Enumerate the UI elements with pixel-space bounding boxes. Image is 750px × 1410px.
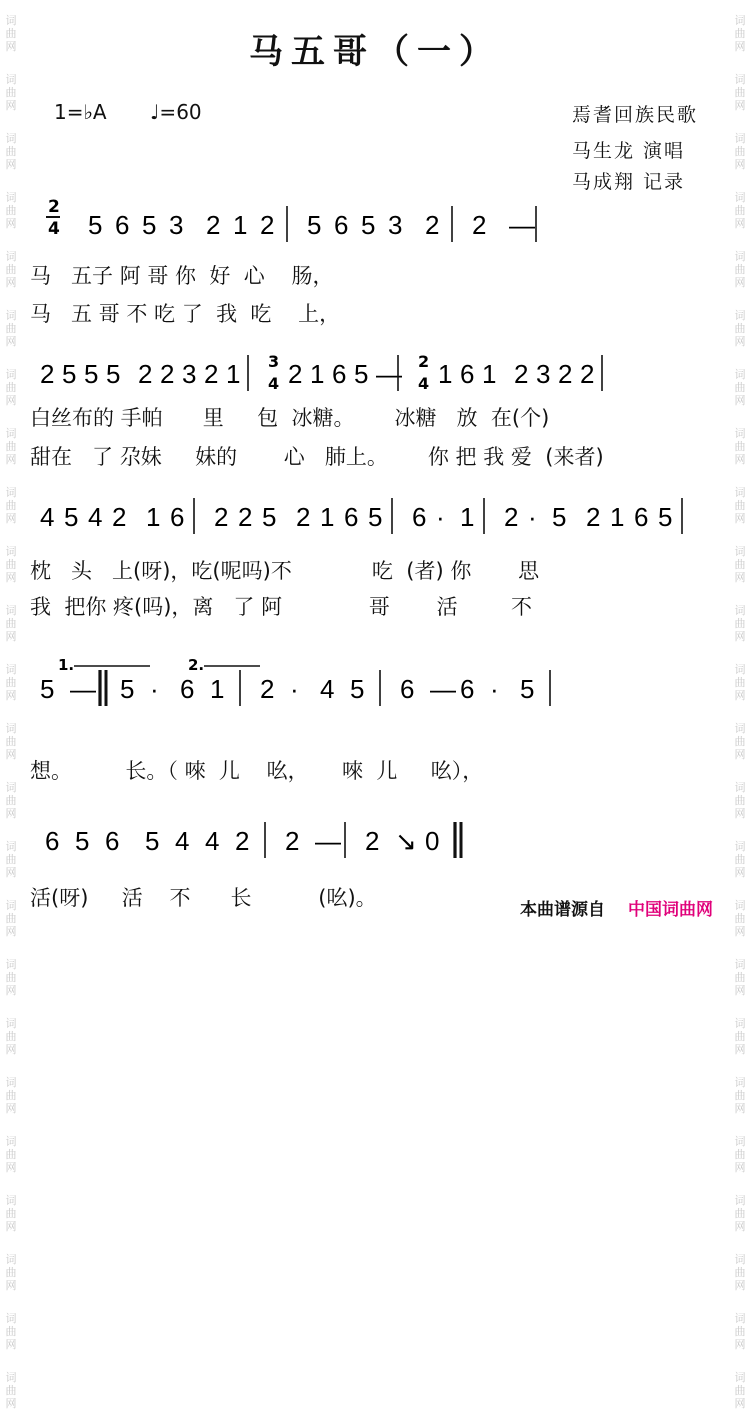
note: 6 (460, 674, 475, 704)
notation-line-1 (30, 196, 730, 266)
time-signature-digit: 2 (48, 197, 60, 217)
lyric-line-2b: 甜在 了 尕妹 妹的 心 肺上。 你 把 我 爱 (来者) (30, 445, 604, 469)
watermark-glyph: 曲 (5, 558, 17, 571)
note: 6 (334, 210, 349, 240)
notation-svg (30, 812, 730, 882)
notation-symbol: — (430, 674, 456, 704)
note: 6 (400, 674, 415, 704)
note: 3 (169, 210, 184, 240)
watermark-glyph: 网 (734, 40, 746, 53)
watermark-glyph: 网 (734, 571, 746, 584)
watermark-glyph: 词 (734, 545, 746, 558)
watermark-glyph: 曲 (734, 499, 746, 512)
note: 2 (235, 826, 250, 856)
note: 2 (112, 502, 127, 532)
note: 2 (238, 502, 253, 532)
watermark-glyph: 曲 (734, 440, 746, 453)
note: 6 (412, 502, 427, 532)
watermark-glyph: 曲 (734, 912, 746, 925)
note: 5 (145, 826, 160, 856)
watermark-glyph: 词 (5, 132, 17, 145)
notation-line-5 (30, 812, 730, 882)
watermark-glyph: 词 (5, 250, 17, 263)
watermark-glyph: 曲 (734, 1030, 746, 1043)
watermark-glyph: 网 (5, 807, 17, 820)
watermark-glyph: 词 (5, 899, 17, 912)
watermark-glyph: 网 (734, 1397, 746, 1410)
watermark-glyph: 网 (734, 807, 746, 820)
note: 1 (233, 210, 248, 240)
left-watermark-column (2, 0, 20, 1410)
note: 2 (472, 210, 487, 240)
note: 6 (460, 359, 475, 389)
watermark-glyph: 词 (5, 958, 17, 971)
watermark-glyph: 曲 (5, 322, 17, 335)
watermark-glyph: 词 (5, 545, 17, 558)
watermark-glyph: 曲 (734, 1207, 746, 1220)
note: 2 (204, 359, 219, 389)
watermark-glyph: 词 (734, 899, 746, 912)
watermark-glyph: 词 (5, 14, 17, 27)
watermark-glyph: 网 (5, 1161, 17, 1174)
note: 5 (262, 502, 277, 532)
note: 3 (388, 210, 403, 240)
watermark-glyph: 网 (5, 99, 17, 112)
note: 2 (296, 502, 311, 532)
note: 6 (115, 210, 130, 240)
note: 5 (354, 359, 369, 389)
watermark-glyph: 词 (5, 604, 17, 617)
watermark-glyph: 词 (734, 958, 746, 971)
note: 6 (332, 359, 347, 389)
watermark-glyph: 网 (5, 689, 17, 702)
watermark-glyph: 词 (734, 722, 746, 735)
note: 6 (105, 826, 120, 856)
watermark-glyph: 曲 (5, 676, 17, 689)
credit-origin: 焉耆回族民歌 (572, 104, 699, 126)
watermark-glyph: 网 (5, 571, 17, 584)
right-watermark-column (731, 0, 749, 1410)
tempo-marking: ♩=60 (150, 100, 202, 124)
watermark-glyph: 曲 (734, 27, 746, 40)
note: 6 (170, 502, 185, 532)
notation-line-4 (30, 656, 730, 730)
watermark-glyph: 网 (5, 630, 17, 643)
watermark-glyph: 网 (734, 512, 746, 525)
note: 5 (84, 359, 99, 389)
watermark-glyph: 网 (5, 1102, 17, 1115)
note: 5 (520, 674, 535, 704)
note: 1 (438, 359, 453, 389)
watermark-glyph: 网 (734, 1220, 746, 1233)
watermark-glyph: 曲 (5, 1089, 17, 1102)
song-title: 马五哥（一） (249, 32, 501, 72)
watermark-glyph: 网 (734, 1338, 746, 1351)
watermark-glyph: 词 (734, 781, 746, 794)
note: 6 (180, 674, 195, 704)
watermark-glyph: 词 (734, 840, 746, 853)
note: 1 (482, 359, 497, 389)
watermark-glyph: 网 (5, 1043, 17, 1056)
watermark-glyph: 曲 (734, 263, 746, 276)
watermark-glyph: 词 (5, 840, 17, 853)
note: 4 (40, 502, 55, 532)
note: 5 (64, 502, 79, 532)
notation-symbol: ↘ (395, 826, 417, 856)
watermark-glyph: 网 (5, 1220, 17, 1233)
credit-recorder: 马成翔 记录 (572, 171, 686, 193)
watermark-glyph: 曲 (5, 1266, 17, 1279)
note: 2 (214, 502, 229, 532)
notation-symbol: · (528, 502, 537, 532)
watermark-glyph: 曲 (5, 263, 17, 276)
notation-symbol: · (290, 674, 299, 704)
watermark-glyph: 曲 (734, 1148, 746, 1161)
watermark-glyph: 词 (734, 486, 746, 499)
watermark-glyph: 词 (5, 309, 17, 322)
watermark-glyph: 词 (5, 1135, 17, 1148)
notation-symbol: · (436, 502, 445, 532)
note: 1 (310, 359, 325, 389)
note: 4 (175, 826, 190, 856)
watermark-glyph: 词 (734, 663, 746, 676)
watermark-glyph: 曲 (734, 145, 746, 158)
watermark-glyph: 词 (734, 132, 746, 145)
note: 5 (307, 210, 322, 240)
watermark-glyph: 网 (5, 1279, 17, 1292)
key-signature: 1=♭A (54, 100, 107, 124)
time-signature-digit: 4 (418, 374, 430, 393)
note: 5 (62, 359, 77, 389)
source-site-link[interactable]: 中国词曲网 (628, 900, 713, 920)
watermark-glyph: 曲 (5, 1207, 17, 1220)
watermark-glyph: 网 (734, 99, 746, 112)
watermark-glyph: 词 (5, 1371, 17, 1384)
note: 4 (205, 826, 220, 856)
lyric-line-3a: 枕 头 上(呀)，吃(呢吗)不 吃 (者) 你 思 (30, 559, 540, 583)
watermark-glyph: 曲 (5, 971, 17, 984)
watermark-glyph: 网 (5, 40, 17, 53)
note: 1 (226, 359, 241, 389)
watermark-glyph: 网 (734, 925, 746, 938)
watermark-glyph: 网 (5, 158, 17, 171)
note: 2 (285, 826, 300, 856)
time-signature-digit: 2 (418, 352, 430, 371)
note: 1 (320, 502, 335, 532)
note: 2 (288, 359, 303, 389)
watermark-glyph: 网 (5, 394, 17, 407)
watermark-glyph: 网 (734, 158, 746, 171)
watermark-glyph: 词 (734, 191, 746, 204)
watermark-glyph: 词 (5, 781, 17, 794)
lyric-line-5: 活(呀) 活 不 长 (吆)。 (30, 886, 377, 910)
watermark-glyph: 曲 (5, 499, 17, 512)
watermark-glyph: 网 (734, 984, 746, 997)
notation-symbol: — (70, 674, 96, 704)
note: 1 (210, 674, 225, 704)
notation-symbol: · (490, 674, 499, 704)
watermark-glyph: 曲 (5, 1325, 17, 1338)
time-signature-digit: 4 (268, 374, 280, 393)
watermark-glyph: 词 (5, 427, 17, 440)
watermark-glyph: 网 (734, 866, 746, 879)
watermark-glyph: 曲 (5, 381, 17, 394)
watermark-glyph: 曲 (5, 440, 17, 453)
watermark-glyph: 词 (5, 486, 17, 499)
lyric-line-4: 想。 长。（ 唻 儿 吆， 唻 儿 吆）， (30, 759, 484, 783)
note: 2 (260, 210, 275, 240)
watermark-glyph: 网 (5, 276, 17, 289)
note: 5 (75, 826, 90, 856)
watermark-glyph: 曲 (734, 1325, 746, 1338)
watermark-glyph: 网 (734, 276, 746, 289)
note: 2 (365, 826, 380, 856)
note: 1 (146, 502, 161, 532)
note: 5 (106, 359, 121, 389)
watermark-glyph: 网 (5, 1338, 17, 1351)
notation-line-3 (30, 488, 730, 558)
watermark-glyph: 曲 (5, 27, 17, 40)
watermark-glyph: 网 (734, 217, 746, 230)
note: 3 (536, 359, 551, 389)
note: 2 (586, 502, 601, 532)
watermark-glyph: 词 (5, 73, 17, 86)
watermark-glyph: 词 (734, 1135, 746, 1148)
watermark-glyph: 网 (734, 748, 746, 761)
note: 5 (142, 210, 157, 240)
note: 4 (88, 502, 103, 532)
watermark-glyph: 曲 (734, 86, 746, 99)
watermark-glyph: 曲 (734, 617, 746, 630)
watermark-glyph: 网 (5, 217, 17, 230)
watermark-glyph: 词 (5, 1253, 17, 1266)
notation-symbol: — (376, 359, 402, 389)
lyric-line-1a: 马 五子 阿 哥 你 好 心 肠， (30, 264, 334, 288)
watermark-glyph: 网 (5, 512, 17, 525)
watermark-glyph: 曲 (734, 558, 746, 571)
watermark-glyph: 网 (734, 1279, 746, 1292)
note: 5 (552, 502, 567, 532)
note: 0 (425, 826, 440, 856)
note: 5 (361, 210, 376, 240)
notation-svg (30, 196, 730, 266)
watermark-glyph: 词 (5, 368, 17, 381)
watermark-glyph: 曲 (5, 204, 17, 217)
watermark-glyph: 词 (734, 1312, 746, 1325)
watermark-glyph: 曲 (734, 1266, 746, 1279)
watermark-glyph: 词 (734, 368, 746, 381)
watermark-glyph: 词 (5, 722, 17, 735)
watermark-glyph: 曲 (734, 676, 746, 689)
note: 5 (350, 674, 365, 704)
watermark-glyph: 曲 (5, 86, 17, 99)
watermark-glyph: 网 (5, 866, 17, 879)
watermark-glyph: 网 (5, 925, 17, 938)
watermark-glyph: 网 (734, 630, 746, 643)
watermark-glyph: 词 (5, 663, 17, 676)
watermark-glyph: 曲 (5, 735, 17, 748)
watermark-glyph: 曲 (5, 617, 17, 630)
note: 4 (320, 674, 335, 704)
note: 2 (40, 359, 55, 389)
watermark-glyph: 曲 (5, 1384, 17, 1397)
note: 5 (368, 502, 383, 532)
note: 5 (658, 502, 673, 532)
note: 1 (610, 502, 625, 532)
note: 5 (40, 674, 55, 704)
note: 6 (344, 502, 359, 532)
note: 5 (120, 674, 135, 704)
lyric-line-2a: 白丝布的 手帕 里 包 冰糖。 冰糖 放 在(个) (30, 406, 550, 430)
notation-svg (30, 656, 730, 730)
watermark-glyph: 词 (734, 1194, 746, 1207)
watermark-glyph: 词 (5, 191, 17, 204)
watermark-glyph: 网 (734, 1102, 746, 1115)
note: 2 (504, 502, 519, 532)
notation-symbol: — (315, 826, 341, 856)
note: 2 (580, 359, 595, 389)
note: 2 (160, 359, 175, 389)
watermark-glyph: 网 (734, 689, 746, 702)
watermark-glyph: 曲 (5, 1148, 17, 1161)
watermark-glyph: 词 (5, 1076, 17, 1089)
time-signature-digit: 3 (268, 352, 280, 371)
watermark-glyph: 词 (734, 14, 746, 27)
note: 2 (138, 359, 153, 389)
watermark-glyph: 曲 (734, 735, 746, 748)
watermark-glyph: 曲 (734, 1089, 746, 1102)
watermark-glyph: 词 (734, 427, 746, 440)
note: 2 (260, 674, 275, 704)
watermark-glyph: 词 (734, 1076, 746, 1089)
watermark-glyph: 曲 (734, 971, 746, 984)
note: 5 (88, 210, 103, 240)
watermark-glyph: 词 (5, 1017, 17, 1030)
credit-singer: 马生龙 演唱 (572, 140, 686, 162)
watermark-glyph: 词 (734, 250, 746, 263)
watermark-glyph: 曲 (5, 794, 17, 807)
note: 6 (45, 826, 60, 856)
note: 2 (425, 210, 440, 240)
watermark-glyph: 网 (734, 453, 746, 466)
note: 2 (514, 359, 529, 389)
note: 3 (182, 359, 197, 389)
watermark-glyph: 曲 (734, 381, 746, 394)
watermark-glyph: 网 (734, 1043, 746, 1056)
volta-label: 1. (58, 656, 75, 674)
watermark-glyph: 网 (5, 453, 17, 466)
watermark-glyph: 词 (5, 1194, 17, 1207)
watermark-glyph: 曲 (5, 145, 17, 158)
note: 2 (206, 210, 221, 240)
watermark-glyph: 词 (734, 1017, 746, 1030)
watermark-glyph: 曲 (734, 204, 746, 217)
notation-svg (30, 488, 730, 558)
lyric-line-3b: 我 把你 疼(吗)，离 了 阿 哥 活 不 (30, 595, 533, 619)
watermark-glyph: 曲 (734, 1384, 746, 1397)
watermark-glyph: 词 (734, 309, 746, 322)
watermark-glyph: 曲 (5, 1030, 17, 1043)
watermark-glyph: 词 (734, 1371, 746, 1384)
watermark-glyph: 网 (5, 748, 17, 761)
lyric-line-1b: 马 五 哥 不 吃 了 我 吃 上， (30, 302, 341, 326)
watermark-glyph: 网 (5, 984, 17, 997)
source-label: 本曲谱源自 (520, 900, 605, 920)
watermark-glyph: 词 (734, 1253, 746, 1266)
note: 6 (634, 502, 649, 532)
watermark-glyph: 词 (734, 604, 746, 617)
note: 2 (558, 359, 573, 389)
notation-symbol: — (509, 210, 535, 240)
time-signature-digit: 4 (48, 219, 60, 239)
watermark-glyph: 曲 (5, 853, 17, 866)
watermark-glyph: 网 (5, 1397, 17, 1410)
watermark-glyph: 词 (5, 1312, 17, 1325)
watermark-glyph: 曲 (734, 322, 746, 335)
watermark-glyph: 曲 (734, 794, 746, 807)
watermark-glyph: 曲 (734, 853, 746, 866)
watermark-glyph: 网 (734, 394, 746, 407)
watermark-glyph: 网 (734, 335, 746, 348)
watermark-glyph: 词 (734, 73, 746, 86)
watermark-glyph: 网 (5, 335, 17, 348)
notation-symbol: · (150, 674, 159, 704)
watermark-glyph: 网 (734, 1161, 746, 1174)
note: 1 (460, 502, 475, 532)
watermark-glyph: 曲 (5, 912, 17, 925)
volta-label: 2. (188, 656, 205, 674)
